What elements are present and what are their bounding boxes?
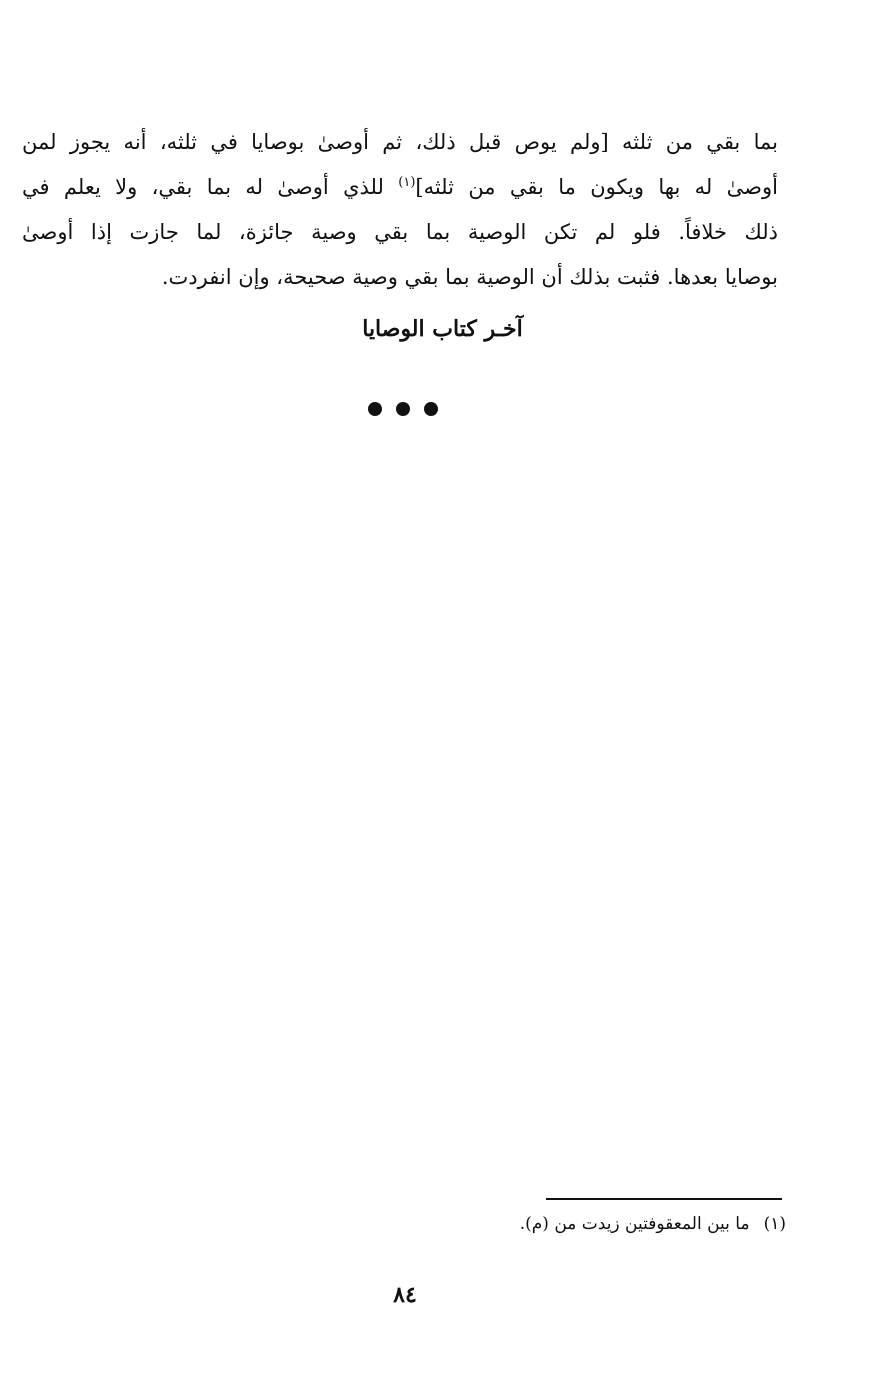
footnote (400, 1209, 786, 1239)
footnote-separator (546, 1198, 782, 1200)
section-end-heading: آخـر كتاب الوصايا (362, 316, 523, 342)
body-line-4: بوصايا بعدها. فثبت بذلك أن الوصية بما بقي وصية صحيحة، وإن انفردت. (161, 265, 778, 289)
body-line-2-part-1: أوصىٰ له بها ويكون ما بقي من ثلثه] (415, 175, 778, 199)
body-paragraph (22, 120, 778, 300)
body-line-2-part-2: للذي أوصىٰ له بما بقي، ولا يعلم في (22, 175, 384, 199)
divider-dot (396, 402, 410, 416)
divider-dot (368, 402, 382, 416)
divider-dot (424, 402, 438, 416)
body-line-2 (22, 165, 778, 210)
page-number: ٨٤ (393, 1282, 417, 1308)
footnote-marker: (١) (398, 175, 416, 190)
body-line-1: بما بقي من ثلثه [ولم يوص قبل ذلك، ثم أوصىٰ بوصايا في ثلثه، أنه يجوز لمن (22, 130, 778, 154)
body-line-3: ذلك خلافاً. فلو لم تكن الوصية بما بقي وصية جائزة، لما جازت إذا أوصىٰ (22, 220, 778, 244)
section-divider (0, 402, 805, 416)
footnote-text: ما بين المعقوفتين زيدت من (م). (519, 1214, 750, 1234)
footnote-number: (١) (763, 1214, 786, 1234)
